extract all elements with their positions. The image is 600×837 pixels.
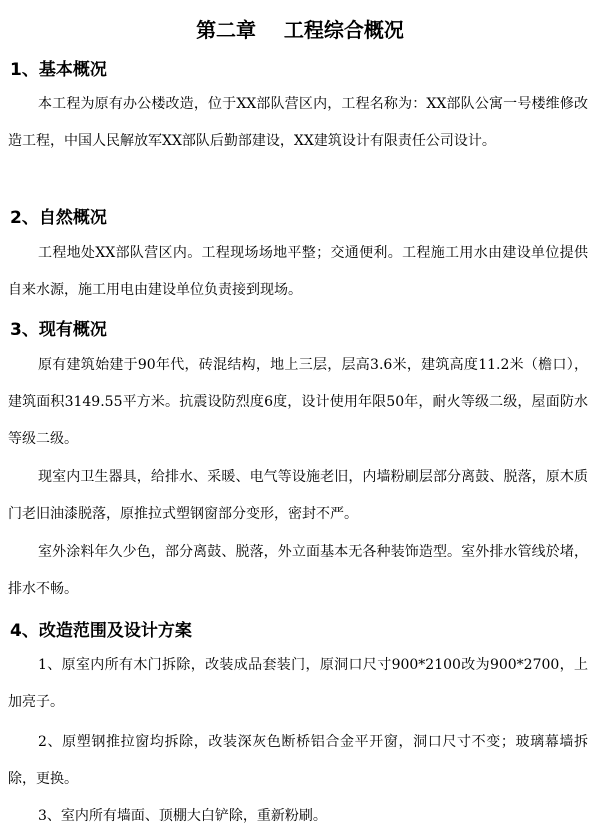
section-heading-renovation: 4、改造范围及设计方案 [10,621,192,641]
paragraph-renovation-doors: 1、原室内所有木门拆除，改装成品套装门，原洞口尺寸900*2100改为900*2700，上加亮子。 [8,657,588,710]
paragraph-natural-overview: 工程地处XX部队营区内。工程现场场地平整；交通便利。工程施工用水由建设单位提供自来水源，施工用电由建设单位负责接到现场。 [8,245,588,298]
section-heading-basic: 1、基本概况 [10,60,107,80]
paragraph-renovation-walls: 3、室内所有墙面、顶棚大白铲除，重新粉刷。 [38,808,327,824]
chapter-title: 第二章 工程综合概况 [196,18,404,42]
paragraph-existing-building: 原有建筑始建于90年代，砖混结构，地上三层，层高3.6米，建筑高度11.2米（檐口），建筑面积3149.55平方米。抗震设防烈度6度，设计使用年限50年，耐火等级二级，屋面防水等级二级。 [8,357,588,447]
paragraph-existing-exterior: 室外涂料年久少色，部分离鼓、脱落，外立面基本无各种装饰造型。室外排水管线於堵，排水不畅。 [8,544,588,597]
section-heading-natural: 2、自然概况 [10,208,107,228]
section-heading-existing: 3、现有概况 [10,320,107,340]
paragraph-existing-interior: 现室内卫生器具，给排水、采暖、电气等设施老旧，内墙粉刷层部分离鼓、脱落，原木质门老旧油漆脱落，原推拉式塑钢窗部分变形，密封不严。 [8,469,588,522]
paragraph-renovation-windows: 2、原塑钢推拉窗均拆除，改装深灰色断桥铝合金平开窗，洞口尺寸不变；玻璃幕墙拆除，更换。 [8,734,588,787]
paragraph-basic-overview: 本工程为原有办公楼改造，位于XX部队营区内，工程名称为：XX部队公寓一号楼维修改造工程，中国人民解放军XX部队后勤部建设，XX建筑设计有限责任公司设计。 [8,96,588,149]
